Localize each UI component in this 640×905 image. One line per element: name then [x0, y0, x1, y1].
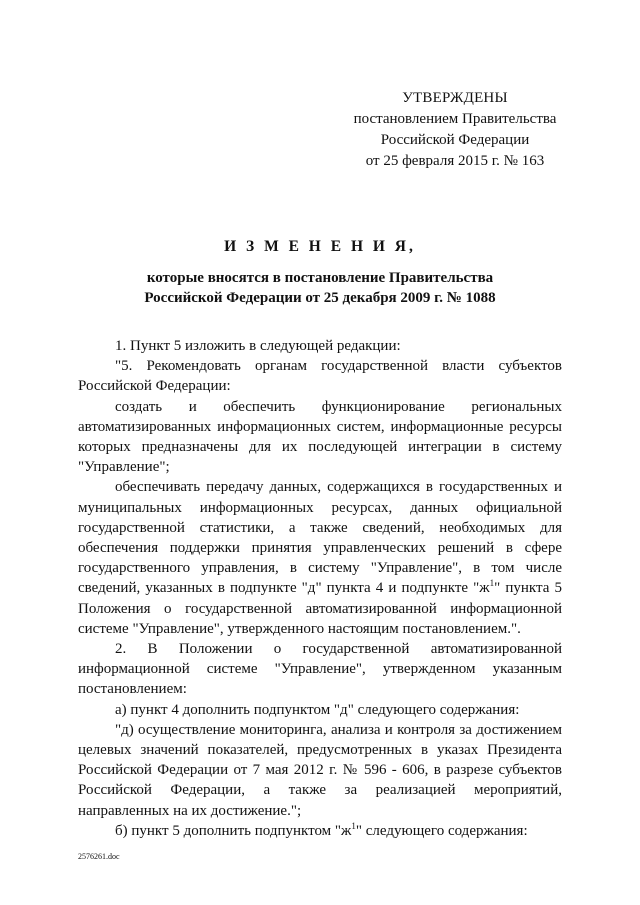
paragraph-4: [78, 477, 562, 639]
paragraph-8-part-2: " следующего содержания:: [355, 822, 528, 839]
document-heading: [78, 236, 562, 308]
paragraph-6: а) пункт 4 дополнить подпунктом "д" следующего содержания:: [115, 701, 520, 718]
paragraph-8-part-1: б) пункт 5 дополнить подпунктом "ж: [115, 822, 352, 839]
paragraph-1: 1. Пункт 5 изложить в следующей редакции:: [115, 338, 401, 354]
paragraph-4-part-1: обеспечивать передачу данных, содержащихся в государственных и муниципальных информационных ресурсах, данных официальной государственной статистики, а также сведений, необходимых для обеспечения поддержки принятия управленческих решений в сфере государственного управления, в систему "Управление", в том числе сведений, указанных в подпункте "д" пункта 4 и подпункте "ж: [78, 479, 562, 597]
footer-filename: 2576261.doc: [78, 852, 120, 861]
superscript: 1: [351, 820, 356, 831]
paragraph-4-part-2: " пункта 5 Положения о государственной автоматизированной информационной системе "Управление", утвержденного настоящим постановлением.".: [78, 580, 562, 637]
heading-subtitle-line-2: Российской Федерации от 25 декабря 2009 г. № 1088: [144, 290, 496, 306]
superscript: 1: [489, 578, 495, 589]
approval-title: УТВЕРЖДЕНЫ: [402, 90, 508, 106]
paragraph-3: создать и обеспечить функционирование региональных автоматизированных информационных систем, информационные ресурсы которых предназначены для их последующей интеграции в систему "Управление";: [78, 398, 562, 476]
approval-line-3: от 25 февраля 2015 г. № 163: [365, 153, 545, 169]
paragraph-2: "5. Рекомендовать органам государственной власти субъектов Российской Федерации:: [78, 358, 562, 395]
heading-subtitle: [78, 268, 562, 308]
paragraph-5: 2. В Положении о государственной автоматизированной информационной системе "Управление", утвержденном указанным постановлением:: [78, 641, 562, 698]
paragraph-7: "д) осуществление мониторинга, анализа и контроля за достижением целевых значений показателей, предусмотренных в указах Президента Российской Федерации от 7 мая 2012 г. № 596 - 606, в разрезе субъектов Российской Федерации, а также за реализацией мероприятий, направленных на их достижение.";: [78, 721, 562, 819]
approval-line-1: постановлением Правительства: [353, 111, 557, 127]
document-body: [78, 336, 562, 841]
approval-line-2: Российской Федерации: [380, 132, 530, 148]
heading-subtitle-line-1: которые вносятся в постановление Правительства: [146, 270, 494, 286]
heading-title: И З М Е Н Е Н И Я,: [224, 238, 416, 255]
paragraph-8: [78, 821, 562, 841]
approval-stamp: [330, 88, 580, 172]
